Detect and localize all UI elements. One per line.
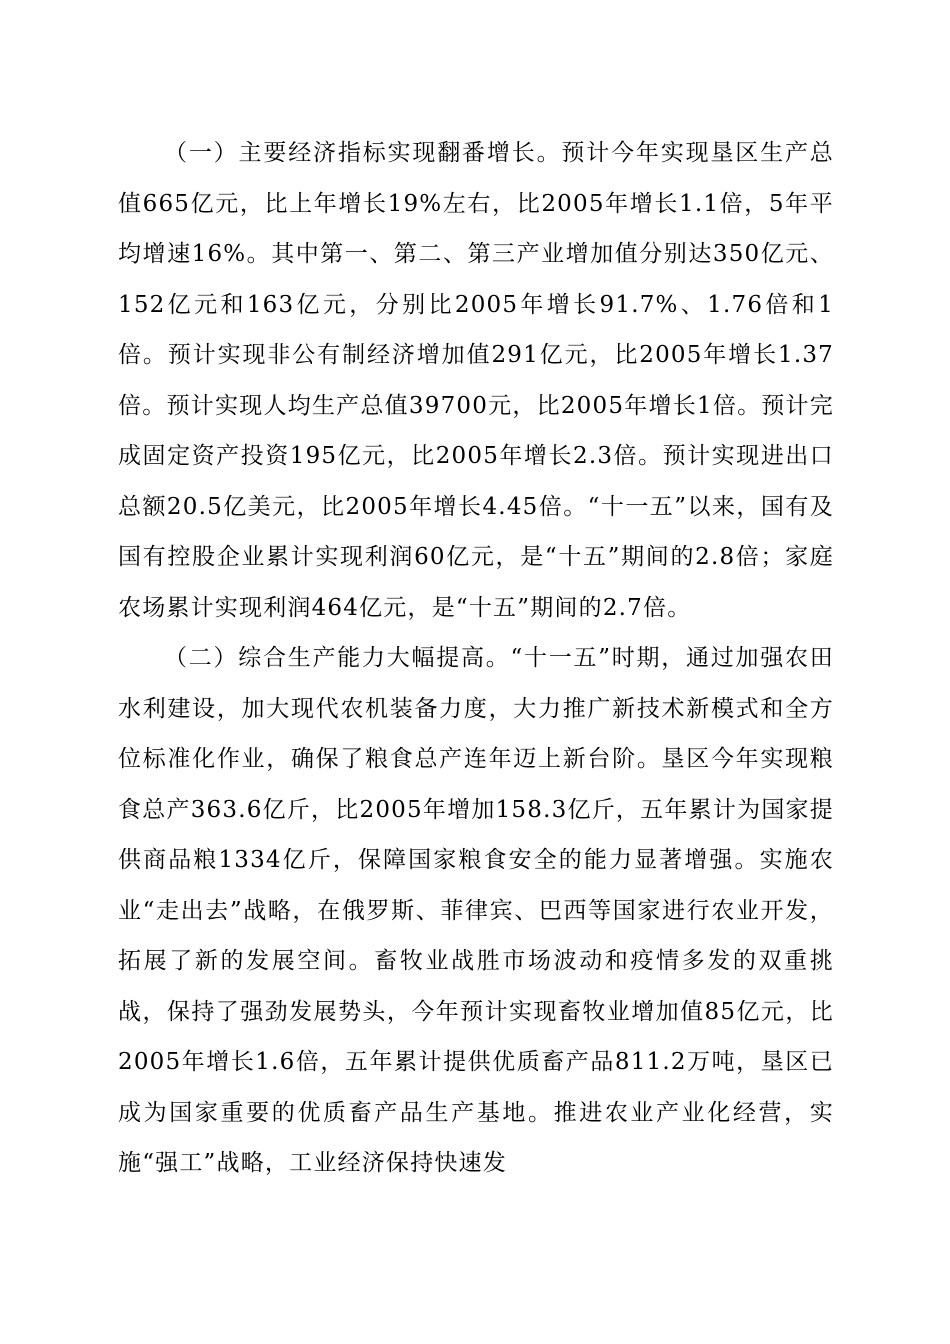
paragraph-production-capacity: （二）综合生产能力大幅提高。“十一五”时期，通过加强农田水利建设，加大现代农机装备力度，大力推广新技术新模式和全方位标准化作业，确保了粮食总产连年迈上新台阶。垦区今年实现粮食总产363.6亿斤，比2005年增加158.3亿斤，五年累计为国家提供商品粮1334亿斤，保障国家粮食安全的能力显著增强。实施农业“走出去”战略，在俄罗斯、菲律宾、巴西等国家进行农业开发，拓展了新的发展空间。畜牧业战胜市场波动和疫情多发的双重挑战，保持了强劲发展势头，今年预计实现畜牧业增加值85亿元，比2005年增长1.6倍，五年累计提供优质畜产品811.2万吨，垦区已成为国家重要的优质畜产品生产基地。推进农业产业化经营，实施“强工”战略，工业经济保持快速发	[118, 645, 834, 1176]
paragraph-economic-indicators: （一）主要经济指标实现翻番增长。预计今年实现垦区生产总值665亿元，比上年增长19%左右，比2005年增长1.1倍，5年平均增速16%。其中第一、第二、第三产业增加值分别达350亿元、152亿元和163亿元，分别比2005年增长91.7%、1.76倍和1倍。预计实现非公有制经济增加值291亿元，比2005年增长1.37倍。预计实现人均生产总值39700元，比2005年增长1倍。预计完成固定资产投资195亿元，比2005年增长2.3倍。预计实现进出口总额20.5亿美元，比2005年增长4.45倍。“十一五”以来，国有及国有控股企业累计实现利润60亿元，是“十五”期间的2.8倍；家庭农场累计实现利润464亿元，是“十五”期间的2.7倍。	[118, 140, 834, 621]
document-body	[118, 128, 834, 1189]
